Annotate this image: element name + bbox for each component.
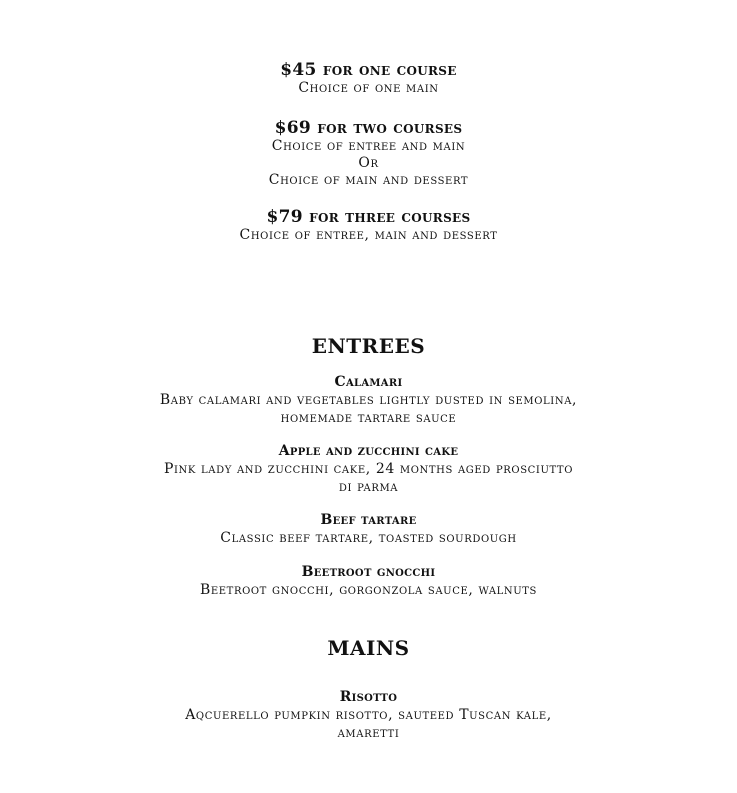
- dish-description: Classic beef tartare, toasted sourdough: [220, 530, 517, 546]
- price-block-three-courses: [0, 207, 737, 244]
- price-block-two-courses: [0, 118, 737, 189]
- dish-apple-zucchini-cake: [0, 443, 737, 496]
- dish-calamari: [0, 374, 737, 427]
- dish-beetroot-gnocchi: [0, 564, 737, 599]
- dish-name: Risotto: [339, 689, 398, 705]
- price-block-one-course: [0, 60, 737, 97]
- dish-name: Beetroot gnocchi: [301, 564, 436, 580]
- price-description: Choice of main and dessert: [268, 172, 469, 188]
- price-title: $69 for two courses: [274, 118, 463, 138]
- dish-name: Calamari: [334, 374, 403, 390]
- price-description: Choice of entree and main: [271, 138, 466, 154]
- dish-description: Pink lady and zucchini cake, 24 months aged prosciutto: [163, 461, 574, 477]
- dish-name: Beef tartare: [320, 512, 417, 528]
- mains-heading: MAINS: [327, 636, 410, 660]
- price-title: $45 for one course: [280, 60, 457, 80]
- dish-beef-tartare: [0, 512, 737, 547]
- price-description: Choice of entree, main and dessert: [239, 227, 498, 243]
- dish-risotto: [0, 689, 737, 742]
- dish-description: di parma: [338, 479, 399, 495]
- dish-name: Apple and zucchini cake: [278, 443, 459, 459]
- entrees-heading: ENTREES: [311, 334, 426, 358]
- dish-description: Beetroot gnocchi, gorgonzola sauce, walnuts: [199, 582, 538, 598]
- price-description: Choice of one main: [298, 80, 439, 96]
- dish-description: homemade tartare sauce: [280, 410, 457, 426]
- price-title: $79 for three courses: [266, 207, 471, 227]
- dish-description: Aqcuerello pumpkin risotto, sauteed Tuscan kale,: [185, 707, 552, 723]
- dish-description: amaretti: [337, 725, 400, 741]
- dish-description: Baby calamari and vegetables lightly dusted in semolina,: [159, 392, 578, 408]
- price-or: Or: [358, 155, 379, 171]
